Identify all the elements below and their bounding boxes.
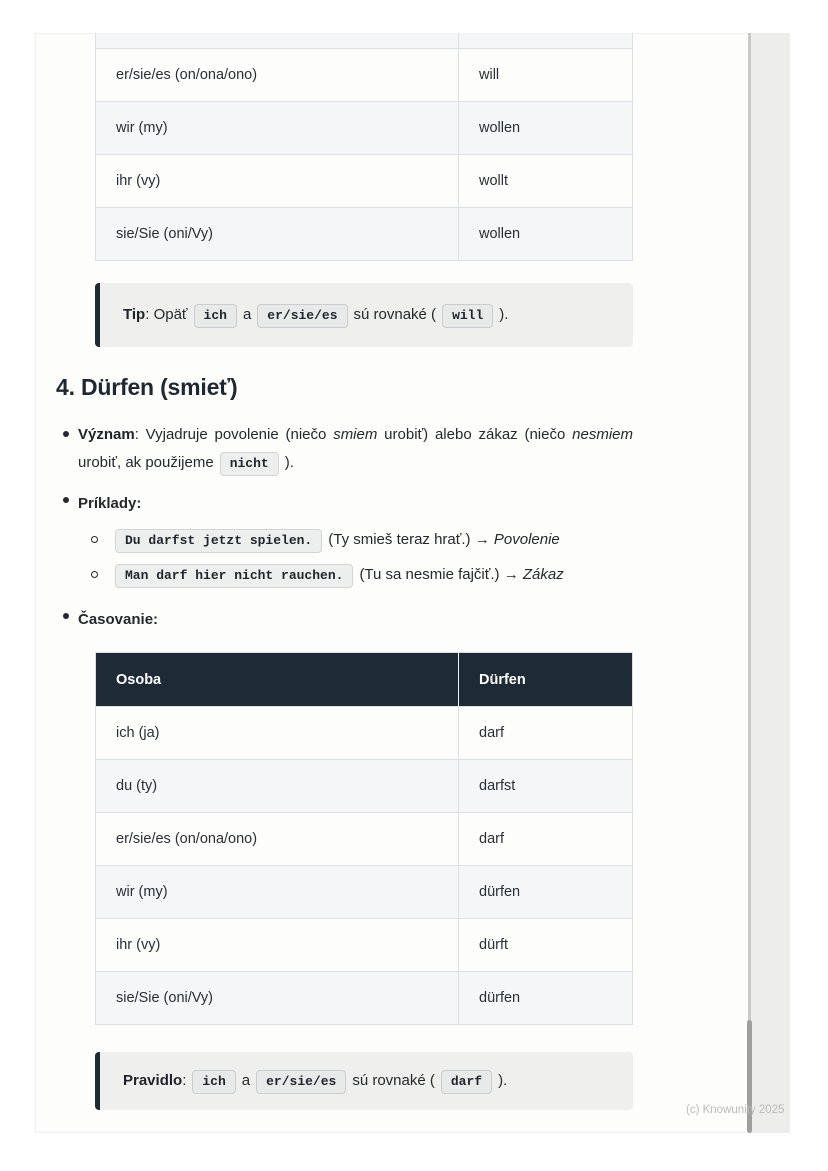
tip-fragment: sú rovnaké ( bbox=[353, 305, 437, 323]
table-cell-form: dürfen bbox=[479, 990, 521, 1006]
inline-code-ersiees: er/sie/es bbox=[256, 1070, 346, 1094]
table-row bbox=[96, 812, 632, 865]
table-cell-form: darfst bbox=[479, 778, 516, 794]
example-translation: (Ty smieš teraz hrať.) → bbox=[328, 531, 494, 548]
table-cell-person: ihr (vy) bbox=[96, 155, 459, 207]
durfen-conjugation-table bbox=[95, 652, 633, 1025]
sub-bullet-icon bbox=[91, 536, 98, 543]
table-cell-form: wollt bbox=[479, 173, 509, 189]
example-tag: Zákaz bbox=[522, 566, 564, 583]
table-row bbox=[96, 207, 632, 260]
copyright-watermark: (c) Knowunity 2025 bbox=[686, 1104, 785, 1116]
wollen-conjugation-table bbox=[95, 33, 633, 261]
table-cell-person: ich (ja) bbox=[96, 707, 459, 759]
rule-label: Pravidlo bbox=[123, 1071, 183, 1089]
tip-fragment: a bbox=[242, 305, 252, 323]
table-header-row bbox=[96, 653, 632, 706]
inline-code-ich: ich bbox=[192, 1070, 235, 1094]
text-fragment: : Vyjadruje povolenie (niečo bbox=[134, 426, 334, 443]
rule-text bbox=[100, 1068, 523, 1094]
rule-fragment: sú rovnaké ( bbox=[352, 1071, 435, 1089]
rule-fragment: : bbox=[182, 1071, 187, 1089]
table-header-osoba: Osoba bbox=[96, 653, 459, 706]
table-cell-person: ihr (vy) bbox=[96, 919, 459, 971]
table-row bbox=[96, 759, 632, 812]
bullet-icon bbox=[63, 613, 69, 619]
priklady-label: Príklady: bbox=[78, 495, 142, 512]
inline-code-example: Du darfst jetzt spielen. bbox=[115, 529, 322, 553]
table-cell bbox=[459, 33, 632, 48]
table-row bbox=[96, 865, 632, 918]
section-heading: 4. Dürfen (smieť) bbox=[56, 374, 238, 400]
table-cell-form: dürfen bbox=[479, 884, 521, 900]
table-cell-form: wollen bbox=[479, 226, 521, 242]
inline-code-will: will bbox=[442, 304, 493, 328]
table-row-partial bbox=[96, 33, 632, 48]
table-cell-form: will bbox=[479, 67, 500, 83]
inline-code-darf: darf bbox=[441, 1070, 492, 1094]
table-cell-person: wir (my) bbox=[96, 102, 459, 154]
tip-text bbox=[100, 302, 524, 328]
tip-label: Tip bbox=[123, 305, 146, 323]
tip-fragment: ). bbox=[499, 305, 509, 323]
table-cell-person: sie/Sie (oni/Vy) bbox=[96, 208, 459, 260]
text-fragment: ). bbox=[284, 454, 294, 471]
text-fragment: urobiť, ak použijeme bbox=[78, 454, 214, 471]
table-cell-form: darf bbox=[479, 725, 504, 741]
sub-bullet-icon bbox=[91, 571, 98, 578]
rule-fragment: ). bbox=[498, 1071, 508, 1089]
bullet-icon bbox=[63, 431, 69, 437]
table-row bbox=[96, 101, 632, 154]
inline-code-ersiees: er/sie/es bbox=[257, 304, 347, 328]
rule-fragment: a bbox=[241, 1071, 251, 1089]
table-cell-person: wir (my) bbox=[96, 866, 459, 918]
inline-code-ich: ich bbox=[194, 304, 237, 328]
table-cell bbox=[96, 33, 459, 48]
italic-smiem: smiem bbox=[333, 426, 378, 443]
inline-code-example: Man darf hier nicht rauchen. bbox=[115, 564, 353, 588]
table-cell-form: wollen bbox=[479, 120, 521, 136]
tip-callout bbox=[95, 283, 633, 347]
table-row bbox=[96, 154, 632, 207]
vyznam-paragraph bbox=[78, 421, 633, 477]
bullet-icon bbox=[63, 497, 69, 503]
example-item bbox=[115, 527, 560, 553]
example-item bbox=[115, 562, 564, 588]
table-row bbox=[96, 918, 632, 971]
table-cell-person: sie/Sie (oni/Vy) bbox=[96, 972, 459, 1024]
rule-callout bbox=[95, 1052, 633, 1110]
scrollbar-track[interactable] bbox=[751, 33, 790, 1133]
casovanie-label: Časovanie: bbox=[78, 611, 159, 628]
inline-code-nicht: nicht bbox=[220, 452, 279, 476]
table-row bbox=[96, 706, 632, 759]
table-cell-form: darf bbox=[479, 831, 504, 847]
page-edge-divider bbox=[748, 33, 751, 1133]
table-cell-form: dürft bbox=[479, 937, 509, 953]
table-cell-person: er/sie/es (on/ona/ono) bbox=[96, 49, 459, 101]
tip-fragment: : Opäť bbox=[145, 305, 188, 323]
example-translation: (Tu sa nesmie fajčiť.) → bbox=[359, 566, 523, 583]
table-row bbox=[96, 48, 632, 101]
table-cell-person: er/sie/es (on/ona/ono) bbox=[96, 813, 459, 865]
vyznam-label: Význam bbox=[78, 426, 135, 443]
example-tag: Povolenie bbox=[493, 531, 560, 548]
scrollbar-thumb[interactable] bbox=[747, 1020, 752, 1133]
table-header-durfen: Dürfen bbox=[479, 671, 526, 688]
italic-nesmiem: nesmiem bbox=[572, 426, 634, 443]
text-fragment: urobiť) alebo zákaz (niečo bbox=[377, 426, 573, 443]
table-cell-person: du (ty) bbox=[96, 760, 459, 812]
table-row bbox=[96, 971, 632, 1024]
